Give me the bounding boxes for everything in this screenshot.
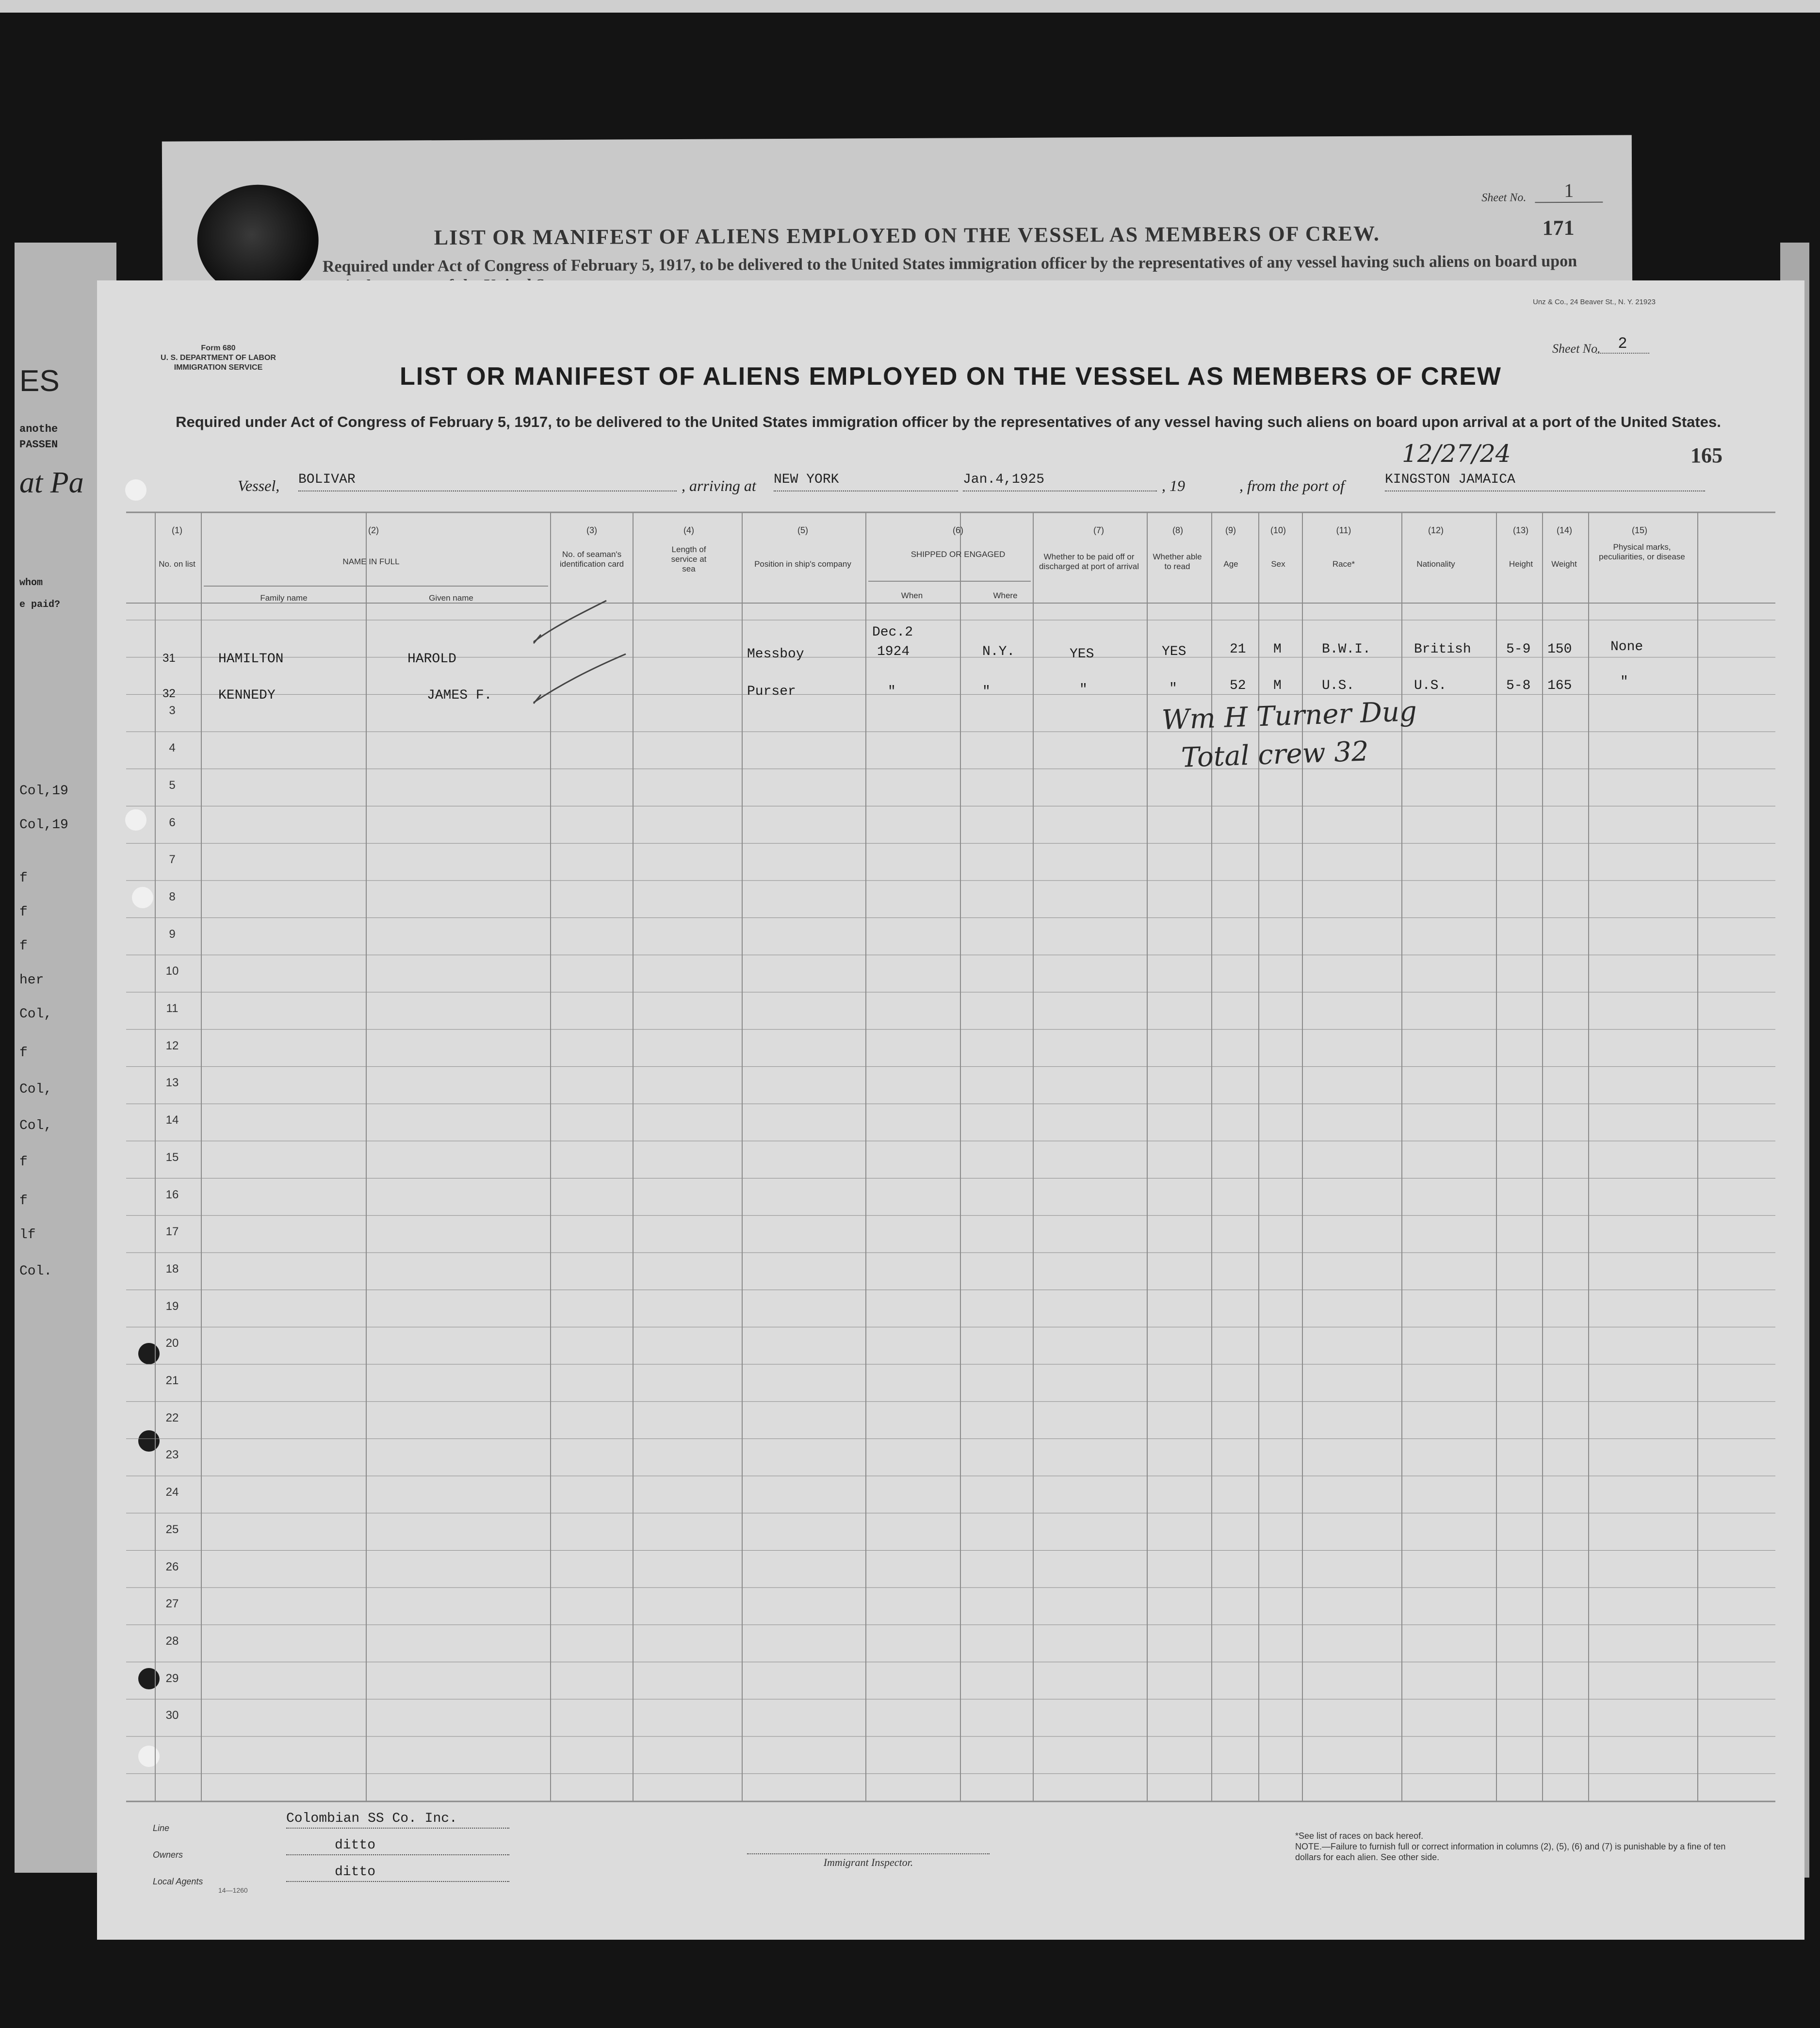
print-code: 14—1260 — [218, 1886, 248, 1894]
paid-off: YES — [1070, 647, 1094, 662]
row-number: 21 — [165, 1374, 179, 1387]
immigrant-inspector-label: Immigrant Inspector. — [747, 1853, 990, 1869]
row-number: 9 — [169, 927, 176, 941]
left-fragment: Col,19 — [19, 818, 68, 833]
row-number: 29 — [165, 1671, 179, 1685]
position: Purser — [747, 684, 796, 699]
given-name: JAMES F. — [427, 688, 492, 703]
col-num: (9) — [1225, 525, 1236, 535]
race: U.S. — [1322, 678, 1355, 693]
row-no: 32 — [162, 687, 176, 700]
shipped-where: N.Y. — [982, 644, 1015, 659]
left-fragment: Col,19 — [19, 784, 68, 799]
wax-seal-icon — [197, 184, 319, 296]
page-title: LIST OR MANIFEST OF ALIENS EMPLOYED ON THE VESSEL AS MEMBERS OF CREW — [400, 362, 1502, 391]
arrival-date: Jan.4,1925 — [963, 472, 1157, 491]
hdr-age: Age — [1223, 559, 1238, 569]
hdr-given-name: Given name — [429, 593, 473, 603]
handwritten-total: Total crew 32 — [1180, 736, 1369, 774]
row-number: 4 — [169, 741, 176, 755]
able-to-read: " — [1169, 681, 1177, 696]
sex: M — [1273, 642, 1282, 657]
col-num: (12) — [1428, 525, 1444, 535]
left-fragment: f — [19, 1194, 28, 1209]
service: IMMIGRATION SERVICE — [174, 363, 263, 372]
left-fragment: f — [19, 1155, 28, 1170]
hdr-sex: Sex — [1271, 559, 1285, 569]
handwritten-signature: Wm H Turner Dug — [1161, 695, 1417, 736]
nationality: British — [1414, 642, 1471, 657]
row-number: 28 — [165, 1634, 179, 1648]
footnotes — [1295, 1831, 1732, 1863]
row-number: 11 — [166, 1002, 179, 1015]
left-fragment: Col. — [19, 1264, 52, 1279]
hdr-height: Height — [1509, 559, 1533, 569]
failure-note: NOTE.—Failure to furnish full or correct information in columns (2), (5), (6) and (7) is punishable by a fine of ten dollars for each alien. See other side. — [1295, 1842, 1726, 1862]
family-name: KENNEDY — [218, 688, 276, 703]
weight: 150 — [1547, 642, 1572, 657]
sheet-label: Sheet No. — [1552, 342, 1601, 356]
age: 21 — [1230, 642, 1246, 657]
hdr-when: When — [901, 591, 923, 600]
nationality: U.S. — [1414, 678, 1447, 693]
physical: " — [1620, 674, 1628, 689]
arriving-port: NEW YORK — [774, 472, 958, 491]
left-fragment: f — [19, 905, 28, 920]
handwritten-date: 12/27/24 — [1402, 440, 1511, 468]
col-num: (14) — [1556, 525, 1572, 535]
shipped-when: Dec.2 — [872, 625, 913, 640]
hdr-shipped: SHIPPED OR ENGAGED — [910, 550, 1006, 559]
family-name: HAMILTON — [218, 652, 284, 667]
left-fragment: f — [19, 1046, 28, 1061]
hdr-race: Race* — [1332, 559, 1355, 569]
scan-top-strip — [0, 0, 1820, 13]
page-number: 165 — [1690, 443, 1722, 467]
row-number: 26 — [165, 1560, 179, 1573]
left-fragment: at Pa — [19, 466, 84, 499]
left-fragment: ES — [19, 364, 60, 398]
agents-label: Local Agents — [153, 1877, 203, 1886]
col-num: (10) — [1270, 525, 1286, 535]
vessel-label: Vessel, — [238, 477, 280, 494]
hdr-weight: Weight — [1551, 559, 1577, 569]
col-num: (8) — [1172, 525, 1183, 535]
left-fragment: Col, — [19, 1118, 52, 1133]
col-num: (15) — [1631, 525, 1647, 535]
bg-sheet-value: 1 — [1535, 179, 1603, 203]
col-num: (3) — [586, 525, 597, 535]
form-number: Form 680 — [201, 344, 236, 352]
department: U. S. DEPARTMENT OF LABOR — [161, 354, 276, 362]
row-number: 13 — [165, 1076, 179, 1090]
left-fragment: Col, — [19, 1082, 52, 1097]
row-number: 3 — [169, 704, 176, 718]
row-number: 10 — [165, 965, 179, 978]
physical: None — [1610, 639, 1643, 654]
main-manifest-sheet — [97, 280, 1804, 1940]
col-num: (5) — [797, 525, 808, 535]
row-number: 25 — [165, 1522, 179, 1536]
sheet-value: 2 — [1596, 335, 1649, 354]
col-num: (6) — [953, 525, 963, 535]
age: 52 — [1230, 678, 1246, 693]
races-note: *See list of races on back hereof. — [1295, 1831, 1424, 1841]
hdr-no-on-list: No. on list — [159, 559, 195, 569]
hdr-nationality: Nationality — [1416, 559, 1455, 569]
left-fragment: PASSEN — [19, 439, 58, 451]
row-number: 12 — [165, 1039, 179, 1052]
left-fragment: e paid? — [19, 599, 61, 610]
row-number: 19 — [165, 1299, 179, 1313]
able-to-read: YES — [1162, 644, 1186, 659]
hdr-paid-off: Whether to be paid off or discharged at port of arrival — [1039, 552, 1139, 571]
left-fragment: lf — [19, 1227, 36, 1243]
left-fragment: Col, — [19, 1007, 52, 1022]
left-fragment: anothe — [19, 423, 58, 435]
height: 5-8 — [1506, 678, 1531, 693]
height: 5-9 — [1506, 642, 1531, 657]
shipped-where: " — [982, 684, 991, 699]
row-no: 31 — [162, 652, 176, 665]
row-number: 15 — [165, 1150, 179, 1164]
row-number: 7 — [169, 853, 176, 867]
row-number: 23 — [165, 1448, 179, 1462]
row-number: 17 — [165, 1225, 179, 1239]
hdr-physical: Physical marks, peculiarities, or disease — [1599, 542, 1685, 561]
arriving-label: , arriving at — [682, 477, 756, 494]
left-fragment: whom — [19, 577, 43, 589]
col-num: (4) — [683, 525, 694, 535]
sex: M — [1273, 678, 1282, 693]
weight: 165 — [1547, 678, 1572, 693]
paid-off: " — [1079, 682, 1088, 697]
hdr-able-to-read: Whether able to read — [1153, 552, 1202, 571]
shipped-when: " — [888, 684, 896, 699]
line-value: Colombian SS Co. Inc. — [286, 1811, 509, 1829]
hdr-where: Where — [993, 591, 1018, 600]
line-label: Line — [153, 1823, 170, 1833]
row-number: 27 — [165, 1597, 179, 1611]
given-name: HAROLD — [407, 652, 456, 667]
left-fragment: f — [19, 939, 28, 954]
from-port: KINGSTON JAMAICA — [1385, 472, 1705, 491]
row-number: 22 — [165, 1411, 179, 1424]
hdr-seaman-id: No. of seaman's identification card — [559, 550, 624, 569]
row-number: 5 — [169, 778, 176, 792]
year-label: , 19 — [1162, 477, 1185, 494]
bg-sheet-label: Sheet No. — [1481, 191, 1527, 204]
left-fragment: f — [19, 871, 28, 886]
position: Messboy — [747, 647, 804, 662]
agents-value: ditto — [286, 1864, 509, 1882]
hdr-name-in-full: NAME IN FULL — [342, 557, 400, 566]
owners-value: ditto — [286, 1838, 509, 1855]
col-num: (13) — [1512, 525, 1528, 535]
bg-title: LIST OR MANIFEST OF ALIENS EMPLOYED ON THE VESSEL AS MEMBERS OF CREW. — [434, 221, 1380, 250]
row-number: 8 — [169, 890, 176, 903]
row-number: 30 — [165, 1709, 179, 1722]
owners-label: Owners — [153, 1850, 183, 1860]
col-num: (1) — [172, 525, 182, 535]
requirement-text: Required under Act of Congress of February 5, 1917, to be delivered to the United States immigration officer by the representatives of any vessel having such aliens on board upon arrival at a port of the United States. — [176, 413, 1721, 430]
hdr-length-service: Length of service at sea — [671, 545, 707, 573]
col-num: (7) — [1093, 525, 1104, 535]
hdr-position: Position in ship's company — [754, 559, 851, 569]
shipped-when-year: 1924 — [877, 644, 910, 659]
row-number: 18 — [165, 1262, 179, 1276]
from-port-label: , from the port of — [1239, 477, 1345, 494]
col-num: (2) — [368, 525, 379, 535]
row-number: 24 — [165, 1486, 179, 1499]
race: B.W.I. — [1322, 642, 1371, 657]
printer-imprint: Unz & Co., 24 Beaver St., N. Y. 21923 — [1533, 298, 1656, 306]
row-number: 6 — [169, 816, 176, 829]
row-number: 20 — [165, 1337, 179, 1350]
col-num: (11) — [1336, 525, 1351, 535]
bg-requirement: Required under Act of Congress of February 5, 1917, to be delivered to the United States immigration officer by the representatives of any vessel having such aliens on board upon — [322, 252, 1577, 276]
left-fragment: her — [19, 973, 44, 988]
bg-page-number: 171 — [1542, 215, 1575, 240]
row-number: 14 — [165, 1113, 179, 1127]
row-number: 16 — [165, 1188, 179, 1201]
hdr-family-name: Family name — [260, 593, 308, 603]
vessel-name: BOLIVAR — [298, 472, 677, 491]
